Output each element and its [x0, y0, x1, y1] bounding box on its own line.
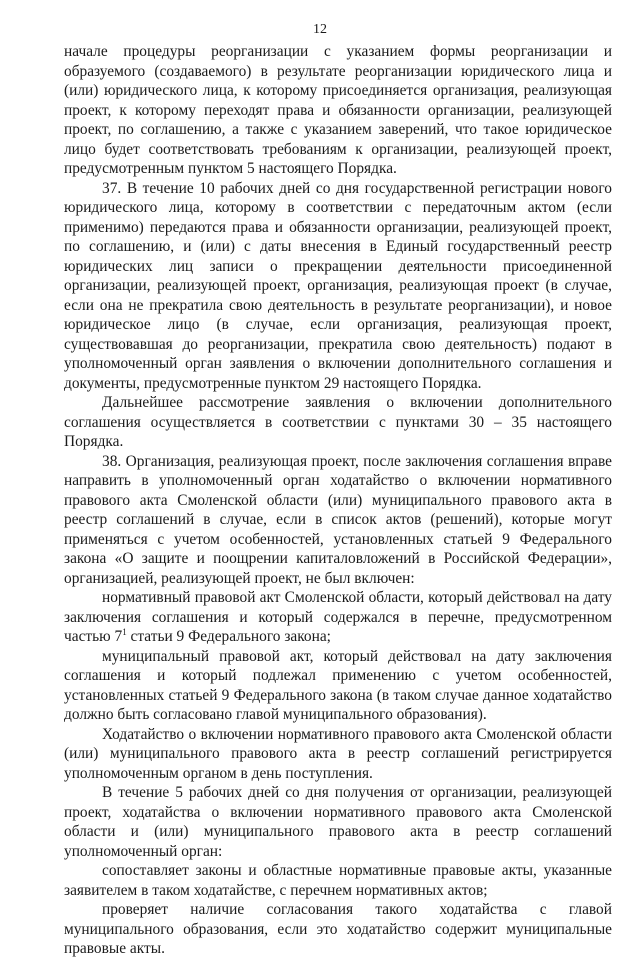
list-item-regional-act — [64, 588, 612, 647]
list-item-regional-act-tail: статьи 9 Федерального закона; — [126, 628, 331, 645]
paragraph-petition-registration: Ходатайство о включении нормативного правового акта Смоленской области (или) муниципального правового акта в реестр соглашений регистрируется уполномоченным органом в день поступления. — [64, 725, 612, 782]
list-item-compare-laws: сопоставляет законы и областные нормативные правовые акты, указанные заявителем в таком ходатайстве, с перечнем нормативных актов; — [64, 862, 612, 899]
list-item-regional-act-text: нормативный правовой акт Смоленской области, который действовал на дату заключения соглашения и который содержался в перечне, предусмотренном частью 7 — [64, 589, 612, 645]
superscript-part-number: 1 — [122, 627, 127, 637]
paragraph-continuation: начале процедуры реорганизации с указанием формы реорганизации и образуемого (создаваемого) в результате реорганизации юридического лица и (или) юридического лица, к которому присоединяется организация, реализующая проект, к которому переходят права и обязанности организации, реализующей проект, по соглашению, а также с указанием заверений, что такое юридическое лицо будет соответствовать требованиям к организации, реализующей проект, предусмотренным пунктом 5 настоящего Порядка. — [64, 43, 612, 177]
paragraph-38: 38. Организация, реализующая проект, после заключения соглашения вправе направить в уполномоченный орган ходатайство о включении нормативного правового акта Смоленской области (или) муниципального правового акта в реестр соглашений в случае, если в список актов (решений), которые могут применяться с учетом особенностей, установленных статьей 9 Федерального закона «О защите и поощрении капиталовложений в Российской Федерации», организацией, реализующей проект, не был включен: — [64, 452, 612, 587]
paragraph-further-review: Дальнейшее рассмотрение заявления о включении дополнительного соглашения осуществляется в соответствии с пунктами 30 – 35 настоящего Порядка. — [64, 394, 612, 450]
page-number: 12 — [313, 22, 327, 37]
document-body — [64, 42, 612, 959]
list-item-municipal-act: муниципальный правовой акт, который действовал на дату заключения соглашения и который подлежал применению с учетом особенностей, установленных статьей 9 Федерального закона (в таком случае данное ходатайство должно быть согласовано главой муниципального образования). — [64, 647, 612, 723]
paragraph-37: 37. В течение 10 рабочих дней со дня государственной регистрации нового юридического лица, которому в соответствии с передаточным актом (если применимо) передаются права и обязанности организации, реализующей проект, по соглашению, и (или) с даты внесения в Единый государственный реестр юридических лиц записи о прекращении деятельности присоединенной организации, реализующей проект, организация, реализующая проект (в случае, если она не прекратила свою деятельность в результате реорганизации), и новое юридическое лицо (в случае, если организация, реализующая проект, существовавшая до реорганизации, прекратила свою деятельность) подают в уполномоченный орган заявления о включении дополнительного соглашения и документы, предусмотренные пунктом 29 настоящего Порядка. — [64, 179, 612, 392]
list-item-check-approval: проверяет наличие согласования такого ходатайства с главой муниципального образования, если это ходатайство содержит муниципальные правовые акты. — [64, 901, 612, 957]
paragraph-five-days: В течение 5 рабочих дней со дня получения от организации, реализующей проект, ходатайства о включении нормативного правового акта Смоленской области и (или) муниципального правового акта в реестр соглашений уполномоченный орган: — [64, 784, 612, 860]
